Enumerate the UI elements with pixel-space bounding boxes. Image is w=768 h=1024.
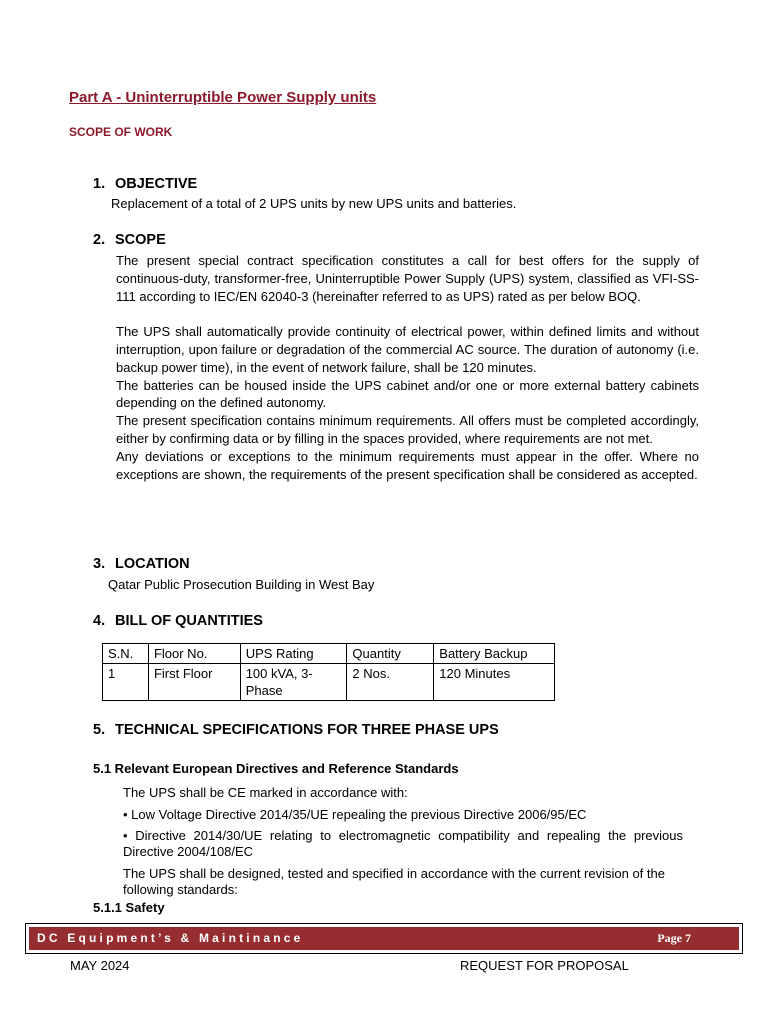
boq-table: [102, 643, 555, 701]
ce-text: The UPS shall be CE marked in accordance with:: [123, 785, 408, 800]
footer-page-number: Page 7: [657, 931, 691, 945]
boq-cell: 120 Minutes: [434, 664, 555, 701]
boq-cell: First Floor: [148, 664, 240, 701]
boq-header-cell: Battery Backup: [434, 644, 555, 664]
objective-heading: [93, 176, 197, 192]
boq-cell: 1: [103, 664, 149, 701]
footer-banner: [25, 923, 743, 954]
footer-company: DC Equipment’s & Maintinance: [37, 931, 304, 945]
techspec-heading: [93, 722, 499, 738]
safety-subheading: 5.1.1 Safety: [93, 900, 165, 915]
boq-header-cell: UPS Rating: [240, 644, 347, 664]
boq-cell: 100 kVA, 3-Phase: [240, 664, 347, 701]
scope-of-work-heading: SCOPE OF WORK: [69, 125, 173, 139]
boq-header-row: [103, 644, 555, 664]
scope-paragraph-4: The present specification contains minimum requirements. All offers must be completed accordingly, either by confirming data or by filling in the spaces provided, where requirements are not met.: [116, 413, 699, 446]
location-text: Qatar Public Prosecution Building in West Bay: [108, 577, 375, 592]
objective-title: OBJECTIVE: [115, 176, 198, 192]
standards-text: The UPS shall be designed, tested and specified in accordance with the current revision of the following standards:: [123, 866, 665, 897]
scope-paragraph-2: The UPS shall automatically provide continuity of electrical power, within defined limits and without interruption, upon failure or degradation of the commercial AC source. The duration of autonomy (i.e. backup power time), in the event of network failure, shall be 120 minutes.: [116, 324, 699, 375]
part-title: Part A - Uninterruptible Power Supply units: [69, 89, 377, 106]
scope-paragraph-3: The batteries can be housed inside the UPS cabinet and/or one or more external battery cabinets depending on the defined autonomy.: [116, 377, 699, 411]
techspec-number: 5.: [93, 722, 106, 738]
boq-heading: [93, 613, 263, 629]
location-title: LOCATION: [115, 556, 190, 572]
objective-number: 1.: [93, 176, 106, 192]
boq-data-row: [103, 664, 555, 701]
boq-header-cell: S.N.: [103, 644, 149, 664]
objective-text: Replacement of a total of 2 UPS units by new UPS units and batteries.: [111, 196, 517, 211]
scope-body: [116, 252, 699, 483]
scope-title: SCOPE: [115, 232, 166, 248]
footer-date: MAY 2024: [70, 958, 130, 973]
scope-heading: [93, 232, 166, 248]
footer-bar: [29, 927, 739, 950]
scope-number: 2.: [93, 232, 106, 248]
scope-paragraph-1: The present special contract specification constitutes a call for best offers for the supply of continuous-duty, transformer-free, Uninterruptible Power Supply (UPS) system, classified as VFI-SS-111 according to IEC/EN 62040-3 (hereinafter referred to as UPS) rated as per below BOQ.: [116, 253, 699, 304]
boq-cell: 2 Nos.: [347, 664, 434, 701]
location-heading: [93, 556, 190, 572]
boq-title: BILL OF QUANTITIES: [115, 613, 263, 629]
boq-header-cell: Quantity: [347, 644, 434, 664]
directives-subheading: 5.1 Relevant European Directives and Reference Standards: [93, 761, 459, 776]
boq-number: 4.: [93, 613, 106, 629]
directive-bullet-2: • Directive 2014/30/UE relating to electromagnetic compatibility and repealing the previous Directive 2004/108/EC: [123, 828, 683, 859]
footer-doc-type: REQUEST FOR PROPOSAL: [460, 958, 629, 973]
scope-paragraph-5: Any deviations or exceptions to the minimum requirements must appear in the offer. Where no exceptions are shown, the requirements of the present specification shall be considered as accepted.: [116, 448, 699, 482]
location-number: 3.: [93, 556, 106, 572]
directive-bullet-1: • Low Voltage Directive 2014/35/UE repealing the previous Directive 2006/95/EC: [123, 807, 587, 822]
techspec-title: TECHNICAL SPECIFICATIONS FOR THREE PHASE UPS: [115, 722, 499, 738]
boq-header-cell: Floor No.: [148, 644, 240, 664]
